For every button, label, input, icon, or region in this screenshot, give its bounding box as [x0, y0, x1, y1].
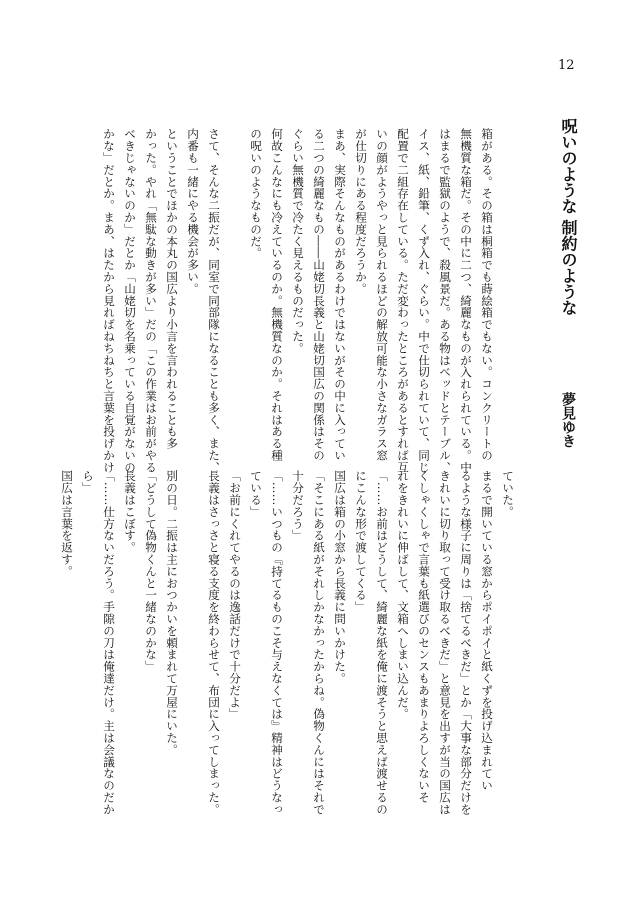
text-line: が仕切りにある程度だろうか。: [354, 128, 368, 295]
text-line: イス、紙、鉛筆、くず入れ、ぐらい。中で仕切られていて、同じ: [417, 128, 431, 474]
title-block: [548, 118, 586, 448]
text-line: ということでほかの本丸の国広より小言を言われることも多: [165, 128, 179, 450]
text-line: 国広は箱の小窓から長義に問いかけた。: [333, 470, 347, 685]
text-line: 箱がある。その箱は桐箱でも蒔絵箱でもない。コンクリートの: [480, 128, 494, 462]
text-line: にこんな形で渡してくる」: [354, 470, 368, 613]
text-line: 無機質な箱だ。その中に二つ、綺麗なものが入れられている。中: [459, 128, 473, 474]
text-line: まあ、実際そんなものがあるわけではないがその中に入ってい: [333, 128, 347, 462]
text-line: まるで開いている窓からポイポイと紙くずを投げ込まれてい: [480, 470, 494, 792]
text-line: 内番も一緒にやる機会が多い。: [186, 128, 200, 295]
text-line: [224, 128, 245, 438]
text-line: くしゃくしゃで言葉も紙選びのセンスもあまりよろしくないそ: [417, 470, 431, 804]
text-line: ている」: [249, 470, 263, 518]
text-line: る二つの綺麗なもの――山姥切長義と山姥切国広の関係はその: [312, 128, 326, 462]
text-line: ぐらい無機質で冷たく見えるものだった。: [291, 128, 305, 355]
upper-text-column: [102, 128, 497, 474]
text-line: るような様子に周りは「捨てるべきだ」とか「大事な部分だけを: [459, 470, 473, 816]
text-line: 国広は言葉を返す。: [60, 470, 74, 578]
text-line: 「どうして偽物くんと一緒なのかな」: [144, 470, 158, 673]
text-line: 「……いつもの『持てるものこそ与えなくては』精神はどうなっ: [270, 470, 284, 816]
text-line: かな」だとか。まあ、はたから見ればねちねちと言葉を投げかけ: [102, 128, 116, 474]
text-line: 十分だろう」: [291, 470, 305, 542]
story-title: 呪いのような 制約のような: [559, 118, 578, 316]
text-line: 長義はさっさと寝る支度を終わらせて、布団に入ってしまった。: [207, 470, 221, 816]
text-line: いの顔がようやっと見られるほどの解放可能な小さなガラス窓: [375, 128, 389, 462]
text-line: 「……お前はどうして、綺麗な紙を俺に渡そうと思えば渡せるの: [375, 470, 389, 816]
text-line: べきじゃないのか」だとか「山姥切を名乗っている自覚がないの: [123, 128, 137, 474]
text-line: ら」: [81, 470, 95, 494]
text-line: ていた。: [501, 470, 515, 518]
text-line: 「お前にくれてやるのは逸話だけで十分だよ」: [228, 470, 242, 720]
text-line: 長義はこぼす。: [123, 470, 137, 554]
page-number: 12: [558, 58, 575, 73]
text-line: 何故こんなにも冷えているのか。無機質なのか。それはある種: [270, 128, 284, 462]
text-line: れをきれいに伸ばして、文箱へしまい込んだ。: [396, 470, 410, 720]
text-line: かった。やれ「無駄な動きが多い」だの「この作業はお前がやる: [144, 128, 158, 474]
text-line: 別の日。二振は主におつかいを頼まれて万屋にいた。: [165, 470, 179, 756]
text-line: 「……仕方ないだろう。手隙の刀は俺達だけ。主は会議なのだか: [102, 470, 116, 816]
text-line: さて、そんな二振だが、同室で同部隊になることも多く、また、: [207, 128, 221, 474]
text-line: [182, 470, 203, 800]
lower-text-column: [60, 470, 518, 816]
text-line: の呪いのようなものだ。: [249, 128, 263, 259]
text-line: はまるで監獄のようで、殺風景だ。ある物はベッドとテーブル、: [438, 128, 452, 474]
author-name: 夢見ゆき: [560, 392, 576, 448]
text-line: きれいに切り取って受け取るべきだ」と意見を出すが当の国広は: [438, 470, 452, 816]
text-line: 「そこにある紙がそれしかなかったからね。偽物くんにはそれで: [312, 470, 326, 816]
text-line: 配置で二組存在している。ただ変わったところがあるとすれば互: [396, 128, 410, 474]
